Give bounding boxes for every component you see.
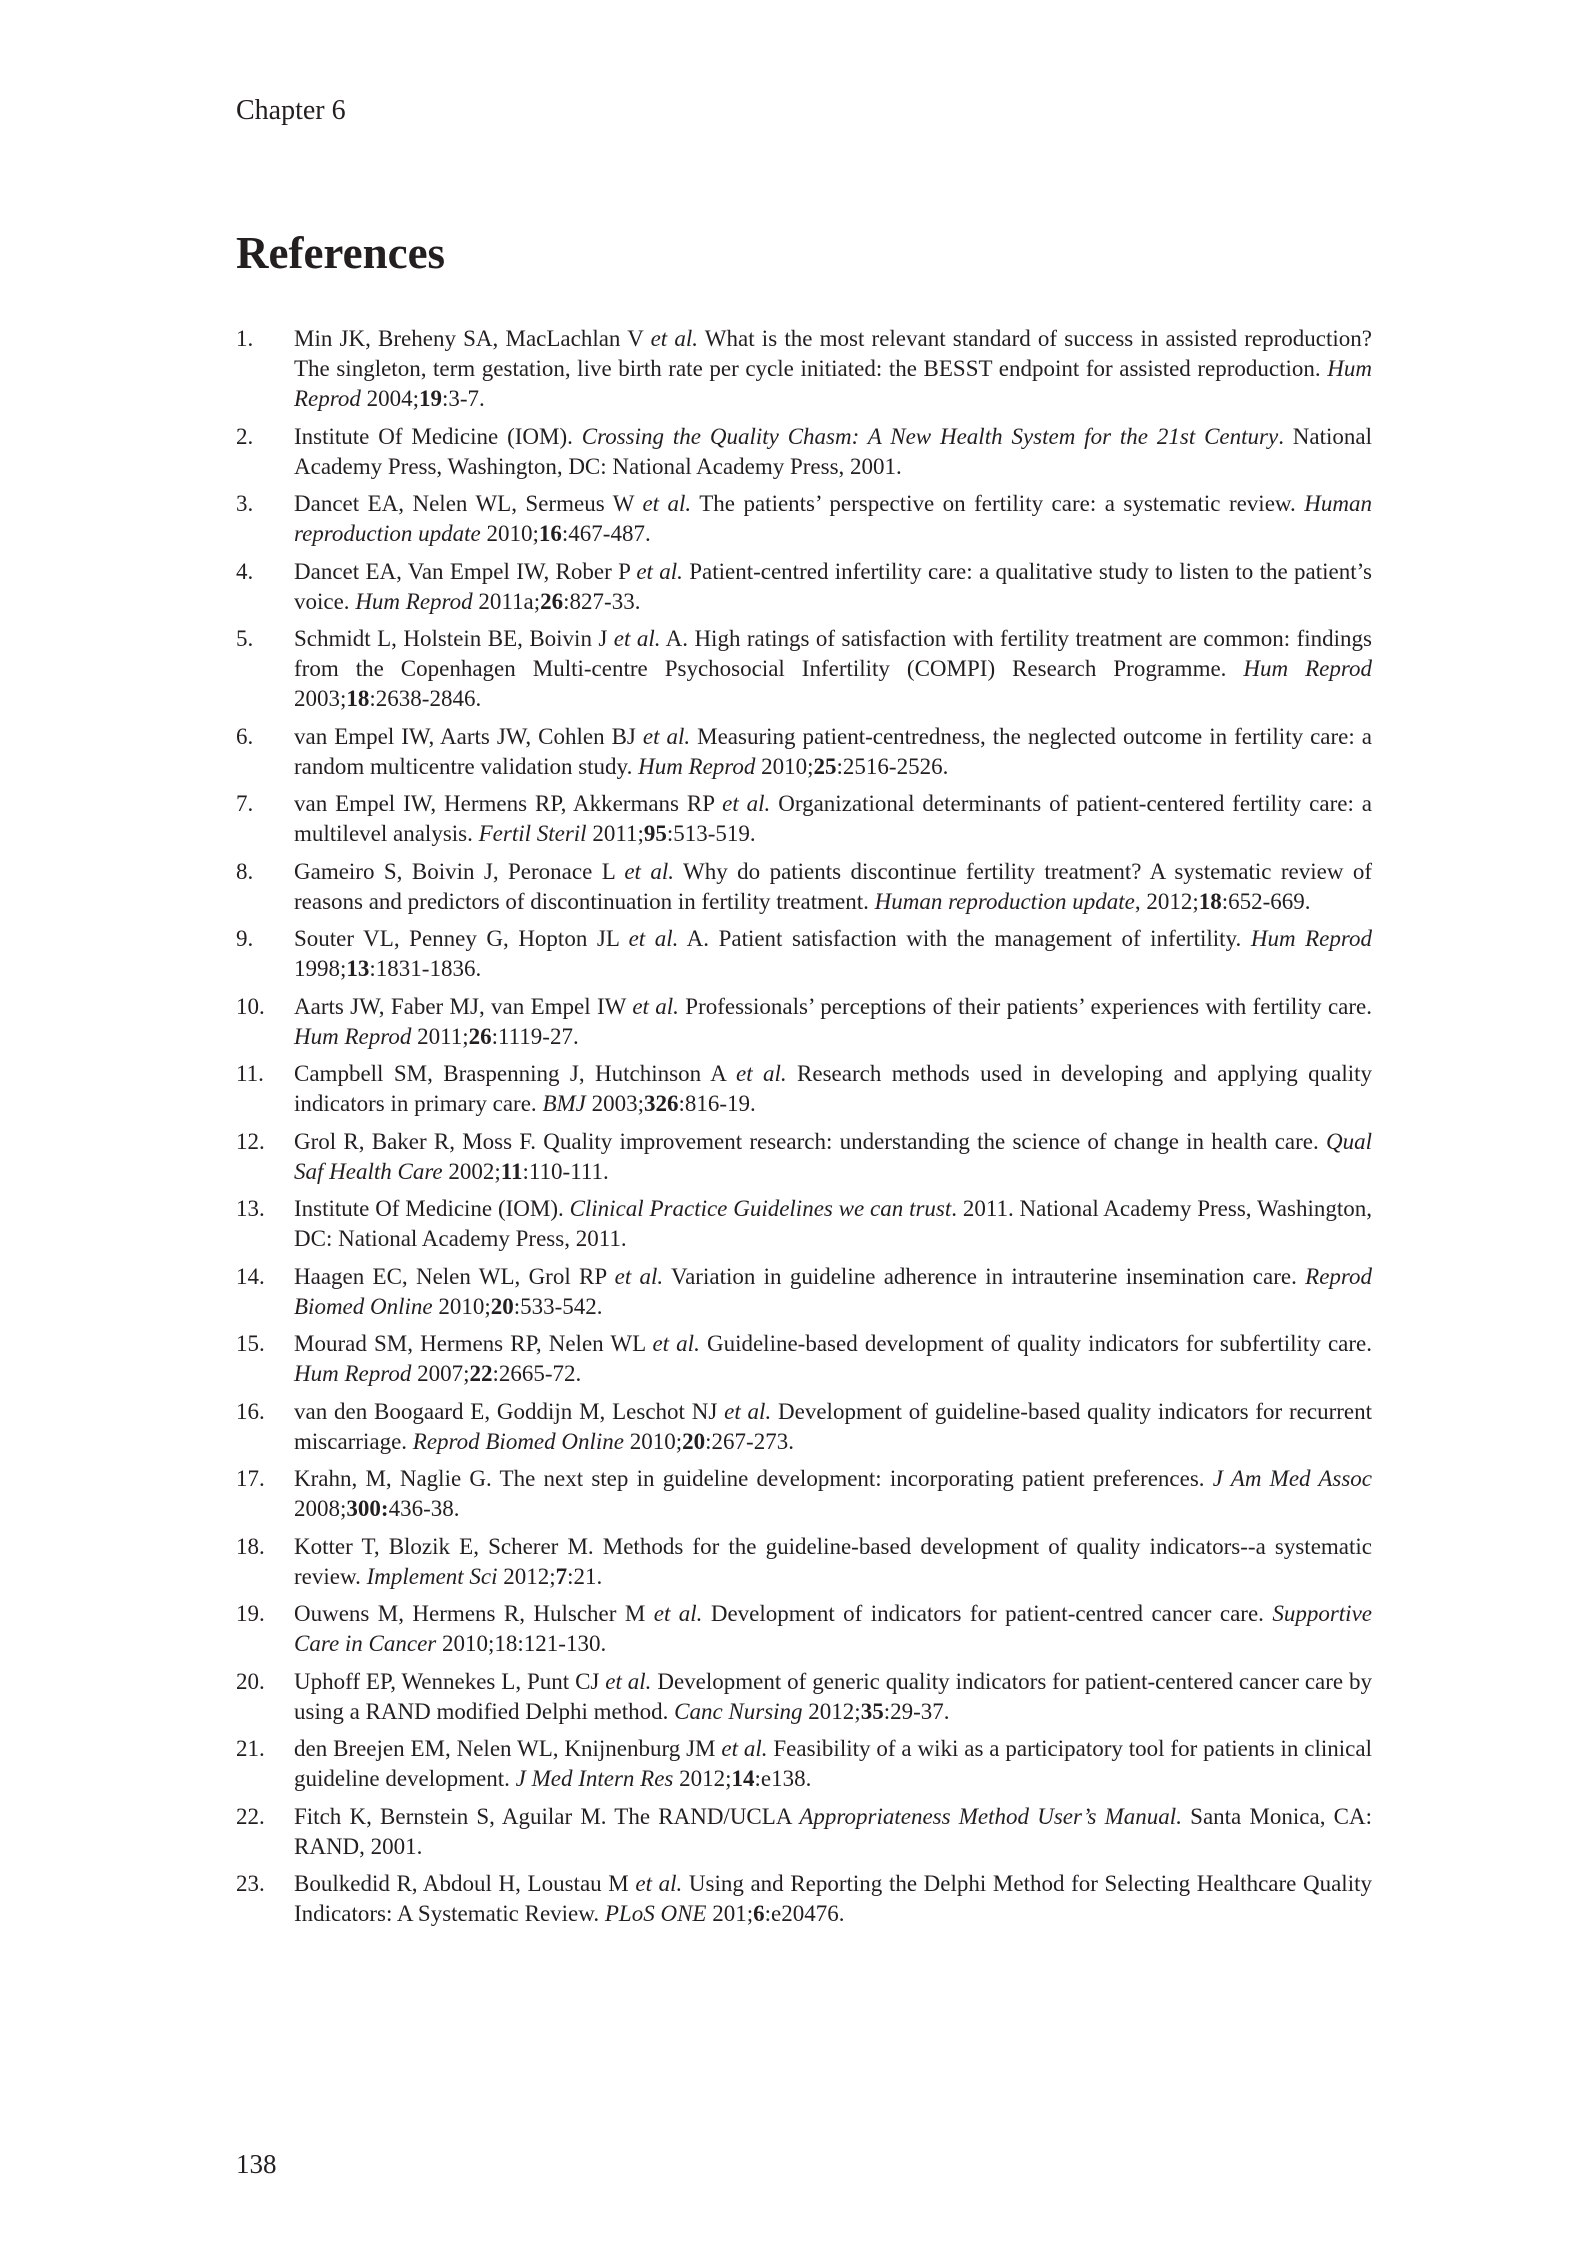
- italic-segment: et al.: [614, 1263, 664, 1289]
- reference-text: [294, 1329, 1372, 1389]
- text-segment: . 2011. National Academy Press, Washington, DC: National Academy Press, 2011.: [294, 1196, 1373, 1251]
- reference-item: [236, 1667, 1372, 1727]
- reference-text: [294, 1397, 1372, 1457]
- reference-list: [236, 324, 1372, 1937]
- text-segment: Development of generic quality indicators for patient-centered cancer care by using a RAND modified Delphi method.: [294, 1668, 1373, 1724]
- reference-item: [236, 1532, 1372, 1592]
- italic-segment: J Am Med Assoc: [1212, 1466, 1372, 1491]
- reference-item: [236, 624, 1372, 714]
- text-segment: Why do patients discontinue fertility treatment? A systematic review of reasons and predictors of discontinuation in fertility treatment.: [294, 858, 1373, 914]
- reference-text: [294, 1262, 1372, 1322]
- italic-segment: Hum Reprod: [1250, 926, 1372, 951]
- text-segment: :e138.: [754, 1766, 812, 1791]
- text-segment: 436-38.: [388, 1496, 460, 1521]
- text-segment: 2012;: [802, 1698, 861, 1724]
- italic-segment: et al.: [642, 723, 691, 749]
- text-segment: A. Patient satisfaction with the management of infertility.: [678, 926, 1251, 951]
- reference-item: [236, 1599, 1372, 1659]
- text-segment: :1831-1836.: [369, 956, 482, 981]
- italic-segment: et al.: [724, 1398, 772, 1424]
- reference-number: 3.: [236, 491, 254, 516]
- text-segment: 1998;: [294, 956, 347, 981]
- italic-segment: Hum Reprod: [294, 1023, 412, 1049]
- text-segment: 2011;: [411, 1023, 469, 1049]
- reference-text: [294, 1667, 1372, 1727]
- bold-segment: 95: [643, 821, 667, 846]
- bold-segment: 13: [346, 956, 370, 981]
- text-segment: Haagen EC, Nelen WL, Grol RP: [294, 1263, 615, 1289]
- text-segment: van Empel IW, Aarts JW, Cohlen BJ: [294, 723, 643, 749]
- reference-text: [294, 624, 1372, 714]
- reference-number: 13.: [236, 1196, 265, 1221]
- italic-segment: Hum Reprod: [1243, 656, 1372, 681]
- italic-segment: Hum Reprod: [355, 588, 473, 614]
- text-segment: Krahn, M, Naglie G. The next step in guideline development: incorporating patient preferences.: [294, 1466, 1213, 1491]
- reference-number: 23.: [236, 1871, 265, 1896]
- text-segment: Min JK, Breheny SA, MacLachlan V: [294, 326, 651, 351]
- bold-segment: 14: [731, 1766, 755, 1791]
- italic-segment: et al.: [653, 1601, 703, 1626]
- text-segment: Using and Reporting the Delphi Method for Selecting Healthcare Quality Indicators: A Systematic Review.: [294, 1871, 1372, 1926]
- reference-item: [236, 789, 1372, 849]
- reference-item: [236, 1059, 1372, 1119]
- section-title: References: [236, 228, 446, 278]
- reference-item: [236, 722, 1372, 782]
- reference-number: 2.: [236, 423, 254, 449]
- text-segment: :110-111.: [522, 1158, 609, 1184]
- bold-segment: 7: [555, 1563, 568, 1589]
- text-segment: :2665-72.: [492, 1361, 582, 1386]
- text-segment: den Breejen EM, Nelen WL, Knijnenburg JM: [294, 1736, 722, 1761]
- text-segment: :827-33.: [563, 588, 641, 614]
- italic-segment: Implement Sci: [366, 1563, 498, 1589]
- reference-text: [294, 1532, 1372, 1592]
- bold-segment: 22: [469, 1361, 493, 1386]
- italic-segment: Hum Reprod: [294, 356, 1372, 411]
- reference-item: [236, 489, 1372, 549]
- text-segment: Development of indicators for patient-centred cancer care.: [702, 1601, 1273, 1626]
- text-segment: Research methods used in developing and applying quality indicators in primary care.: [294, 1061, 1372, 1116]
- italic-segment: BMJ: [542, 1091, 586, 1116]
- italic-segment: Qual Saf Health Care: [294, 1128, 1372, 1184]
- reference-number: 9.: [236, 926, 254, 951]
- reference-text: [294, 924, 1372, 984]
- italic-segment: et al.: [636, 558, 683, 584]
- bold-segment: 26: [540, 588, 564, 614]
- reference-number: 1.: [236, 326, 254, 351]
- text-segment: 2007;: [411, 1361, 470, 1386]
- text-segment: :e20476.: [764, 1901, 845, 1926]
- bold-segment: 16: [538, 521, 562, 546]
- text-segment: :21.: [567, 1563, 603, 1589]
- reference-item: [236, 422, 1372, 482]
- bold-segment: 20: [682, 1428, 706, 1454]
- reference-number: 5.: [236, 626, 254, 651]
- text-segment: :652-669.: [1221, 888, 1311, 914]
- text-segment: 201;: [706, 1901, 754, 1926]
- reference-text: [294, 1802, 1372, 1862]
- italic-segment: J Med Intern Res: [515, 1766, 674, 1791]
- reference-text: [294, 324, 1372, 414]
- italic-segment: Human reproduction update: [294, 491, 1372, 546]
- bold-segment: 18: [346, 686, 370, 711]
- reference-item: [236, 557, 1372, 617]
- text-segment: Guideline-based development of quality indicators for subfertility care.: [699, 1331, 1372, 1356]
- reference-number: 7.: [236, 791, 254, 816]
- reference-number: 18.: [236, 1533, 265, 1559]
- text-segment: Professionals’ perceptions of their patients’ experiences with fertility care.: [678, 993, 1372, 1019]
- italic-segment: Hum Reprod: [638, 753, 756, 779]
- reference-number: 19.: [236, 1601, 265, 1626]
- text-segment: 2010;: [480, 521, 539, 546]
- italic-segment: Reprod Biomed Online: [294, 1263, 1372, 1319]
- bold-segment: 25: [813, 753, 837, 779]
- italic-segment: et al.: [722, 791, 771, 816]
- text-segment: Souter VL, Penney G, Hopton JL: [294, 926, 629, 951]
- text-segment: :816-19.: [678, 1091, 756, 1116]
- italic-segment: et al.: [650, 326, 699, 351]
- text-segment: Kotter T, Blozik E, Scherer M. Methods for the guideline-based development of quality indicators--a systematic review.: [294, 1533, 1372, 1589]
- text-segment: Dancet EA, Nelen WL, Sermeus W: [294, 491, 643, 516]
- text-segment: Aarts JW, Faber MJ, van Empel IW: [294, 993, 633, 1019]
- reference-text: [294, 722, 1372, 782]
- italic-segment: et al.: [642, 491, 692, 516]
- reference-item: [236, 324, 1372, 414]
- reference-text: [294, 1194, 1372, 1254]
- reference-number: 10.: [236, 993, 265, 1019]
- text-segment: Feasibility of a wiki as a participatory tool for patients in clinical guideline development.: [294, 1736, 1372, 1791]
- reference-item: [236, 1329, 1372, 1389]
- text-segment: Uphoff EP, Wennekes L, Punt CJ: [294, 1668, 606, 1694]
- italic-segment: Human reproduction update: [874, 888, 1135, 914]
- text-segment: Patient-centred infertility care: a qualitative study to listen to the patient’s voice.: [294, 558, 1372, 614]
- reference-text: [294, 557, 1372, 617]
- text-segment: Grol R, Baker R, Moss F. Quality improvement research: understanding the science of change in health care.: [294, 1128, 1326, 1154]
- text-segment: van den Boogaard E, Goddijn M, Leschot NJ: [294, 1398, 725, 1424]
- italic-segment: PLoS ONE: [604, 1901, 707, 1926]
- bold-segment: 19: [419, 386, 442, 411]
- text-segment: Measuring patient-centredness, the neglected outcome in fertility care: a random multicentre validation study.: [294, 723, 1372, 779]
- text-segment: Schmidt L, Holstein BE, Boivin J: [294, 626, 614, 651]
- reference-number: 22.: [236, 1803, 265, 1829]
- text-segment: :267-273.: [705, 1428, 794, 1454]
- reference-number: 8.: [236, 858, 254, 884]
- text-segment: 2012;: [497, 1563, 556, 1589]
- reference-text: [294, 489, 1372, 549]
- text-segment: A. High ratings of satisfaction with fertility treatment are common: findings from the Copenhagen Multi-centre Psychosocial Infertility (COMPI) Research Programme.: [294, 626, 1372, 681]
- reference-item: [236, 1802, 1372, 1862]
- italic-segment: et al.: [652, 1331, 700, 1356]
- text-segment: Organizational determinants of patient-centered fertility care: a multilevel analysis.: [294, 791, 1372, 846]
- text-segment: Development of guideline-based quality indicators for recurrent miscarriage.: [294, 1398, 1372, 1454]
- reference-item: [236, 924, 1372, 984]
- text-segment: Variation in guideline adherence in intrauterine insemination care.: [663, 1263, 1306, 1289]
- italic-segment: et al.: [605, 1668, 652, 1694]
- text-segment: 2011a;: [472, 588, 541, 614]
- text-segment: :29-37.: [883, 1698, 950, 1724]
- text-segment: The patients’ perspective on fertility care: a systematic review.: [691, 491, 1305, 516]
- reference-text: [294, 1734, 1372, 1794]
- reference-number: 20.: [236, 1668, 265, 1694]
- italic-segment: et al.: [613, 626, 661, 651]
- text-segment: 2003;: [294, 686, 347, 711]
- text-segment: 2010;: [432, 1293, 491, 1319]
- text-segment: 2010;: [624, 1428, 683, 1454]
- italic-segment: Clinical Practice Guidelines we can trust: [569, 1196, 952, 1221]
- running-head: Chapter 6: [236, 95, 346, 126]
- reference-text: [294, 422, 1372, 482]
- italic-segment: et al.: [635, 1871, 683, 1896]
- text-segment: :533-542.: [513, 1293, 603, 1319]
- bold-segment: 300:: [346, 1496, 389, 1521]
- italic-segment: Hum Reprod: [294, 1361, 412, 1386]
- italic-segment: et al.: [628, 926, 679, 951]
- text-segment: :3-7.: [442, 386, 485, 411]
- text-segment: Fitch K, Bernstein S, Aguilar M. The RAND/UCLA: [294, 1803, 800, 1829]
- text-segment: Gameiro S, Boivin J, Peronace L: [294, 858, 625, 884]
- reference-text: [294, 1059, 1372, 1119]
- text-segment: 2008;: [294, 1496, 347, 1521]
- text-segment: 2002;: [442, 1158, 501, 1184]
- reference-text: [294, 1599, 1372, 1659]
- text-segment: :513-519.: [666, 821, 756, 846]
- reference-text: [294, 1869, 1372, 1929]
- reference-item: [236, 1869, 1372, 1929]
- text-segment: 2003;: [585, 1091, 644, 1116]
- text-segment: 2010;18:121-130.: [436, 1631, 607, 1656]
- text-segment: , 2012;: [1134, 888, 1199, 914]
- bold-segment: 6: [753, 1901, 765, 1926]
- italic-segment: Crossing the Quality Chasm: A New Health System for the 21st Century: [581, 423, 1279, 449]
- reference-text: [294, 1127, 1372, 1187]
- reference-text: [294, 1464, 1372, 1524]
- reference-number: 15.: [236, 1331, 265, 1356]
- reference-number: 21.: [236, 1736, 265, 1761]
- text-segment: Campbell SM, Braspenning J, Hutchinson A: [294, 1061, 736, 1086]
- text-segment: Institute Of Medicine (IOM).: [294, 423, 582, 449]
- text-segment: :2638-2846.: [369, 686, 482, 711]
- italic-segment: et al.: [632, 993, 679, 1019]
- bold-segment: 11: [500, 1158, 523, 1184]
- text-segment: 2004;: [360, 386, 419, 411]
- reference-item: [236, 1127, 1372, 1187]
- italic-segment: Canc Nursing: [674, 1698, 803, 1724]
- text-segment: Dancet EA, Van Empel IW, Rober P: [294, 558, 637, 584]
- text-segment: Mourad SM, Hermens RP, Nelen WL: [294, 1331, 653, 1356]
- reference-number: 4.: [236, 558, 254, 584]
- reference-item: [236, 1194, 1372, 1254]
- bold-segment: 35: [860, 1698, 884, 1724]
- text-segment: :2516-2526.: [836, 753, 949, 779]
- text-segment: 2012;: [673, 1766, 732, 1791]
- bold-segment: 20: [490, 1293, 514, 1319]
- italic-segment: et al.: [721, 1736, 768, 1761]
- text-segment: 2010;: [755, 753, 814, 779]
- italic-segment: Supportive Care in Cancer: [294, 1601, 1372, 1656]
- text-segment: What is the most relevant standard of success in assisted reproduction? The singleton, term gestation, live birth rate per cycle initiated: the BESST endpoint for assisted reproduction.: [294, 326, 1372, 381]
- reference-text: [294, 857, 1372, 917]
- text-segment: Boulkedid R, Abdoul H, Loustau M: [294, 1871, 636, 1896]
- italic-segment: Fertil Steril: [478, 821, 587, 846]
- text-segment: . National Academy Press, Washington, DC: National Academy Press, 2001.: [294, 423, 1373, 479]
- reference-number: 12.: [236, 1128, 265, 1154]
- reference-item: [236, 1734, 1372, 1794]
- text-segment: :1119-27.: [491, 1023, 579, 1049]
- text-segment: van Empel IW, Hermens RP, Akkermans RP: [294, 791, 723, 816]
- reference-text: [294, 789, 1372, 849]
- bold-segment: 26: [468, 1023, 492, 1049]
- italic-segment: Reprod Biomed Online: [412, 1428, 624, 1454]
- reference-number: 16.: [236, 1398, 265, 1424]
- reference-item: [236, 1397, 1372, 1457]
- reference-item: [236, 857, 1372, 917]
- page-number: 138: [236, 2149, 277, 2179]
- reference-number: 17.: [236, 1466, 265, 1491]
- reference-item: [236, 1464, 1372, 1524]
- text-segment: Ouwens M, Hermens R, Hulscher M: [294, 1601, 654, 1626]
- bold-segment: 326: [644, 1091, 679, 1116]
- italic-segment: Appropriateness Method User’s Manual.: [799, 1803, 1182, 1829]
- text-segment: 2011;: [586, 821, 644, 846]
- text-segment: Santa Monica, CA: RAND, 2001.: [294, 1803, 1372, 1859]
- italic-segment: et al.: [624, 858, 675, 884]
- reference-number: 6.: [236, 723, 254, 749]
- reference-item: [236, 992, 1372, 1052]
- text-segment: :467-487.: [561, 521, 651, 546]
- reference-number: 14.: [236, 1263, 265, 1289]
- bold-segment: 18: [1198, 888, 1222, 914]
- reference-text: [294, 992, 1372, 1052]
- reference-item: [236, 1262, 1372, 1322]
- reference-number: 11.: [236, 1061, 264, 1086]
- italic-segment: et al.: [735, 1061, 787, 1086]
- text-segment: Institute Of Medicine (IOM).: [294, 1196, 570, 1221]
